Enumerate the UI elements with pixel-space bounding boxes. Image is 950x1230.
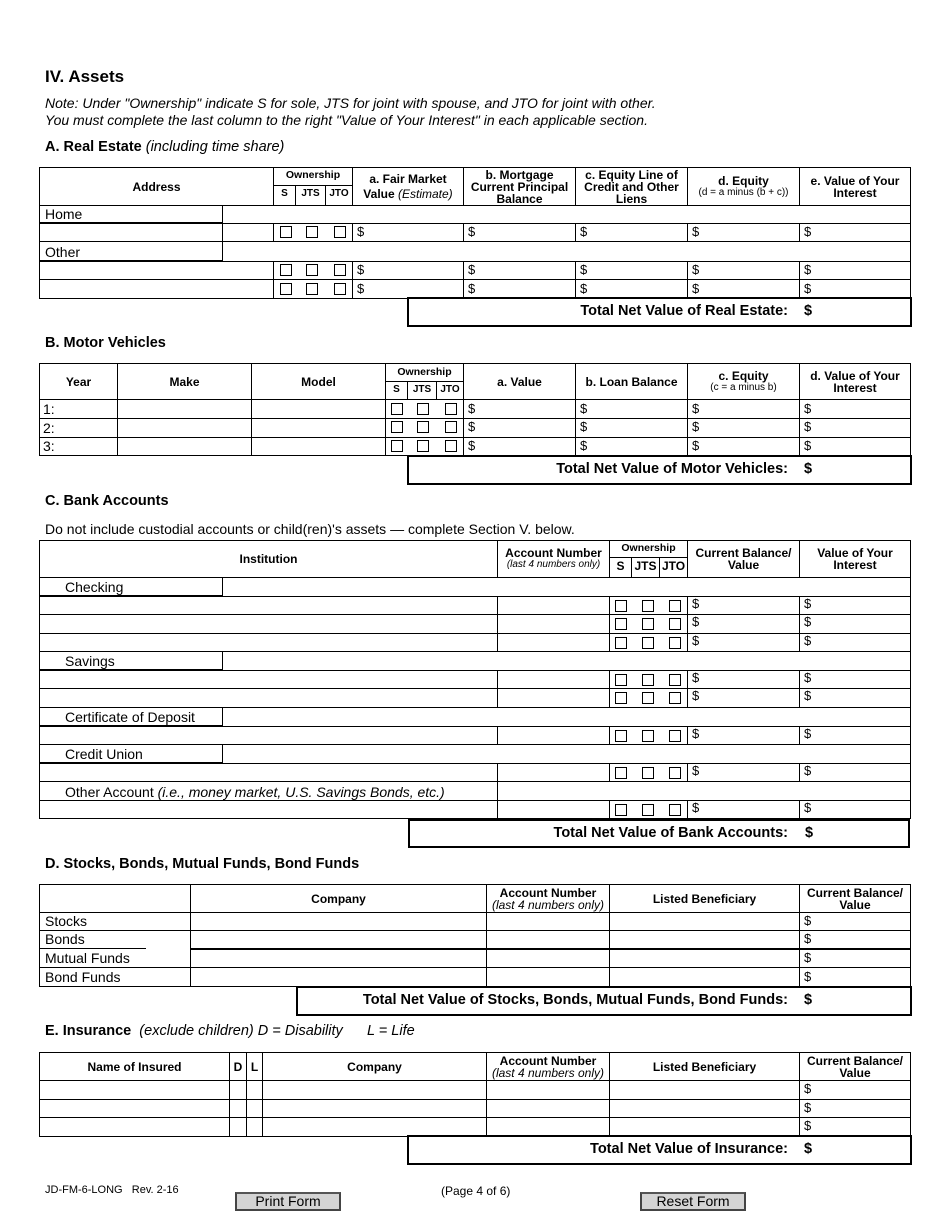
dollar-sign: $ [692,670,700,685]
group-checking-label: Checking [65,579,124,595]
header-equity [688,168,799,205]
vehicle-row-label: 2: [43,420,55,436]
header-ownership: Ownership [285,169,341,181]
dollar-sign: $ [692,262,700,277]
header-ownership: Ownership [621,542,676,554]
page-number: (Page 4 of 6) [441,1184,511,1198]
header-fair-market [353,170,463,204]
checkbox-jts[interactable] [642,674,654,686]
header-account-number-note: (last 4 numbers only) [506,559,601,570]
checkbox-s[interactable] [280,283,292,295]
checkbox-jto[interactable] [669,637,681,649]
checkbox-jto[interactable] [669,767,681,779]
header-own-jts: JTS [301,188,320,199]
header-current-balance: Current Balance/ Value [806,885,904,912]
dollar-sign: $ [804,1141,813,1157]
motor-vehicles-title: B. Motor Vehicles [45,335,166,351]
header-value-interest: Value of Your Interest [817,546,893,572]
real-estate-title: A. Real Estate [45,139,142,155]
dollar-sign: $ [692,281,700,296]
dollar-sign: $ [468,438,476,453]
checkbox-jts[interactable] [642,767,654,779]
checkbox-jts[interactable] [642,637,654,649]
dollar-sign: $ [804,224,812,239]
checkbox-jto[interactable] [445,421,457,433]
header-ownership: Ownership [397,366,452,378]
header-company: Company [311,891,366,906]
checkbox-s[interactable] [615,730,627,742]
group-other-note: (i.e., money market, U.S. Savings Bonds, etc.) [157,784,445,800]
header-year: Year [65,374,92,389]
header-institution: Institution [239,552,298,566]
dollar-sign: $ [468,401,476,416]
header-current-balance: Current Balance/ Value [806,1053,904,1080]
checkbox-jto[interactable] [669,674,681,686]
stocks-total [296,986,912,1016]
header-mortgage: b. Mortgage Current Principal Balance [470,167,569,206]
row-home-label: Home [45,206,83,222]
checkbox-jts[interactable] [642,730,654,742]
note-line-2: You must complete the last column to the right "Value of Your Interest" in each applicable section. [45,112,648,128]
header-current-balance: Current Balance/ Value [695,546,792,572]
dollar-sign: $ [692,596,700,611]
dollar-sign: $ [804,1100,812,1115]
dollar-sign: $ [804,763,812,778]
checkbox-jto[interactable] [445,403,457,415]
checkbox-jts[interactable] [642,804,654,816]
checkbox-jts[interactable] [642,692,654,704]
group-credit-union-label: Credit Union [65,746,143,762]
dollar-sign: $ [580,419,588,434]
header-account-number-label: Account Number [499,885,597,900]
checkbox-s[interactable] [615,637,627,649]
checkbox-jto[interactable] [334,264,346,276]
header-value: a. Value [497,374,542,389]
header-account-number-label: Account Number [505,546,602,560]
dollar-sign: $ [692,224,700,239]
bonds-row-label: Bonds [45,931,85,947]
bond-funds-row-label: Bond Funds [45,969,121,985]
checkbox-s[interactable] [280,264,292,276]
dollar-sign: $ [804,800,812,815]
header-own-s: S [281,188,288,199]
dollar-sign: $ [580,281,588,296]
header-own-jto: JTO [329,188,349,199]
checkbox-jto[interactable] [334,283,346,295]
header-equity-label: c. Equity [718,368,769,383]
dollar-sign: $ [692,763,700,778]
header-name-insured: Name of Insured [87,1059,182,1074]
dollar-sign: $ [804,969,812,984]
checkbox-s[interactable] [615,804,627,816]
dollar-sign: $ [357,281,365,296]
checkbox-jto[interactable] [669,618,681,630]
motor-vehicles-total [407,455,912,485]
insurance-total-label: Total Net Value of Insurance: [590,1141,788,1157]
motor-vehicles-total-label: Total Net Value of Motor Vehicles: [556,461,788,477]
row-other-label: Other [45,244,81,260]
insurance-subtitle-life: L = Life [366,1023,415,1039]
checkbox-s[interactable] [391,421,403,433]
header-account-number-note: (last 4 numbers only) [491,897,605,912]
checkbox-jts[interactable] [642,618,654,630]
real-estate-total-label: Total Net Value of Real Estate: [580,303,788,319]
header-make: Make [169,374,200,389]
checkbox-s[interactable] [615,674,627,686]
dollar-sign: $ [468,224,476,239]
group-cd-label: Certificate of Deposit [65,709,195,725]
checkbox-s[interactable] [615,692,627,704]
header-fair-market-estimate: (Estimate) [398,187,453,201]
reset-form-button[interactable]: Reset Form [640,1192,746,1211]
checkbox-jts[interactable] [417,440,429,452]
checkbox-s[interactable] [391,403,403,415]
dollar-sign: $ [580,401,588,416]
header-fair-market-line2 [363,187,452,202]
header-company: Company [347,1059,402,1074]
dollar-sign: $ [580,438,588,453]
header-account-number [487,1053,609,1080]
header-loan-balance: b. Loan Balance [585,374,678,389]
section-title: IV. Assets [45,67,125,86]
dollar-sign: $ [804,1118,812,1133]
group-other-text: Other Account [65,784,154,800]
stocks-total-label: Total Net Value of Stocks, Bonds, Mutual Funds, Bond Funds: [362,992,788,1008]
header-own-jto: JTO [661,559,686,573]
real-estate-total [407,297,912,327]
header-beneficiary: Listed Beneficiary [652,1059,757,1074]
dollar-sign: $ [804,1081,812,1096]
dollar-sign: $ [692,438,700,453]
dollar-sign: $ [804,633,812,648]
header-equity-label: d. Equity [718,173,769,188]
checkbox-s[interactable] [615,767,627,779]
dollar-sign: $ [804,992,813,1008]
form-id: JD-FM-6-LONG Rev. 2-16 [45,1184,179,1196]
dollar-sign: $ [804,688,812,703]
dollar-sign: $ [804,281,812,296]
insurance-title: E. Insurance [45,1023,132,1039]
dollar-sign: $ [692,419,700,434]
header-address: Address [132,179,181,194]
dollar-sign: $ [580,224,588,239]
real-estate-heading [45,139,284,155]
checkbox-s[interactable] [615,618,627,630]
bank-accounts-title: C. Bank Accounts [45,493,169,509]
dollar-sign: $ [468,281,476,296]
dollar-sign: $ [804,596,812,611]
checkbox-jts[interactable] [306,226,318,238]
header-equity [688,364,799,399]
dollar-sign: $ [804,303,813,319]
print-form-button[interactable]: Print Form [235,1192,341,1211]
stocks-title: D. Stocks, Bonds, Mutual Funds, Bond Funds [45,856,360,872]
checkbox-jts[interactable] [417,421,429,433]
dollar-sign: $ [357,224,365,239]
insurance-total [407,1135,912,1165]
insurance-subtitle: (exclude children) D = Disability [139,1023,343,1039]
dollar-sign: $ [692,614,700,629]
dollar-sign: $ [692,401,700,416]
header-d: D [233,1059,243,1074]
header-equity-line: c. Equity Line of Credit and Other Liens [584,167,679,206]
checkbox-jto[interactable] [334,226,346,238]
checkbox-jto[interactable] [445,440,457,452]
header-fair-market-line1: a. Fair Market [369,172,447,186]
checkbox-jto[interactable] [669,692,681,704]
dollar-sign: $ [804,931,812,946]
checkbox-s[interactable] [615,600,627,612]
dollar-sign: $ [804,461,813,477]
checkbox-jts[interactable] [306,264,318,276]
header-account-number-note: (last 4 numbers only) [491,1065,605,1080]
dollar-sign: $ [357,262,365,277]
header-model: Model [301,374,336,389]
vehicle-row-label: 3: [43,438,55,454]
dollar-sign: $ [804,726,812,741]
checkbox-s[interactable] [280,226,292,238]
header-own-s: S [616,559,625,573]
dollar-sign: $ [804,670,812,685]
dollar-sign: $ [692,726,700,741]
dollar-sign: $ [804,438,812,453]
dollar-sign: $ [692,633,700,648]
dollar-sign: $ [804,401,812,416]
header-account-number [487,885,609,912]
dollar-sign: $ [804,614,812,629]
header-own-jts: JTS [634,559,657,573]
bank-accounts-total [408,819,910,848]
group-savings-label: Savings [65,653,115,669]
checkbox-jts[interactable] [417,403,429,415]
header-own-jto: JTO [440,384,460,395]
insurance-heading [45,1023,415,1039]
header-equity-formula: (c = a minus b) [710,381,777,393]
header-value-interest: e. Value of Your Interest [810,173,900,200]
bank-accounts-total-label: Total Net Value of Bank Accounts: [553,825,788,841]
dollar-sign: $ [468,262,476,277]
header-l: L [250,1059,259,1074]
checkbox-jts[interactable] [306,283,318,295]
dollar-sign: $ [468,419,476,434]
group-other-label [65,784,445,800]
header-value-interest: d. Value of Your Interest [810,368,900,395]
checkbox-jto[interactable] [669,804,681,816]
checkbox-jts[interactable] [642,600,654,612]
dollar-sign: $ [804,950,812,965]
header-own-s: S [393,384,400,395]
stocks-row-label: Stocks [45,913,88,929]
header-beneficiary: Listed Beneficiary [652,891,757,906]
mutual-funds-row-label: Mutual Funds [45,950,130,966]
header-account-number [498,541,609,577]
dollar-sign: $ [692,800,700,815]
header-equity-formula: (d = a minus (b + c)) [698,186,789,198]
dollar-sign: $ [692,688,700,703]
dollar-sign: $ [804,419,812,434]
real-estate-subtitle: (including time share) [145,139,285,155]
vehicle-row-label: 1: [43,401,55,417]
checkbox-s[interactable] [391,440,403,452]
dollar-sign: $ [580,262,588,277]
dollar-sign: $ [804,913,812,928]
header-own-jts: JTS [412,384,432,395]
dollar-sign: $ [805,825,814,841]
checkbox-jto[interactable] [669,600,681,612]
header-fair-market-value: Value [363,187,395,201]
header-account-number-label: Account Number [499,1053,597,1068]
checkbox-jto[interactable] [669,730,681,742]
note-line-1: Note: Under "Ownership" indicate S for sole, JTS for joint with spouse, and JTO for joint with other. [45,95,656,111]
dollar-sign: $ [804,262,812,277]
bank-accounts-instruction: Do not include custodial accounts or child(ren)'s assets — complete Section V. below. [45,521,575,537]
